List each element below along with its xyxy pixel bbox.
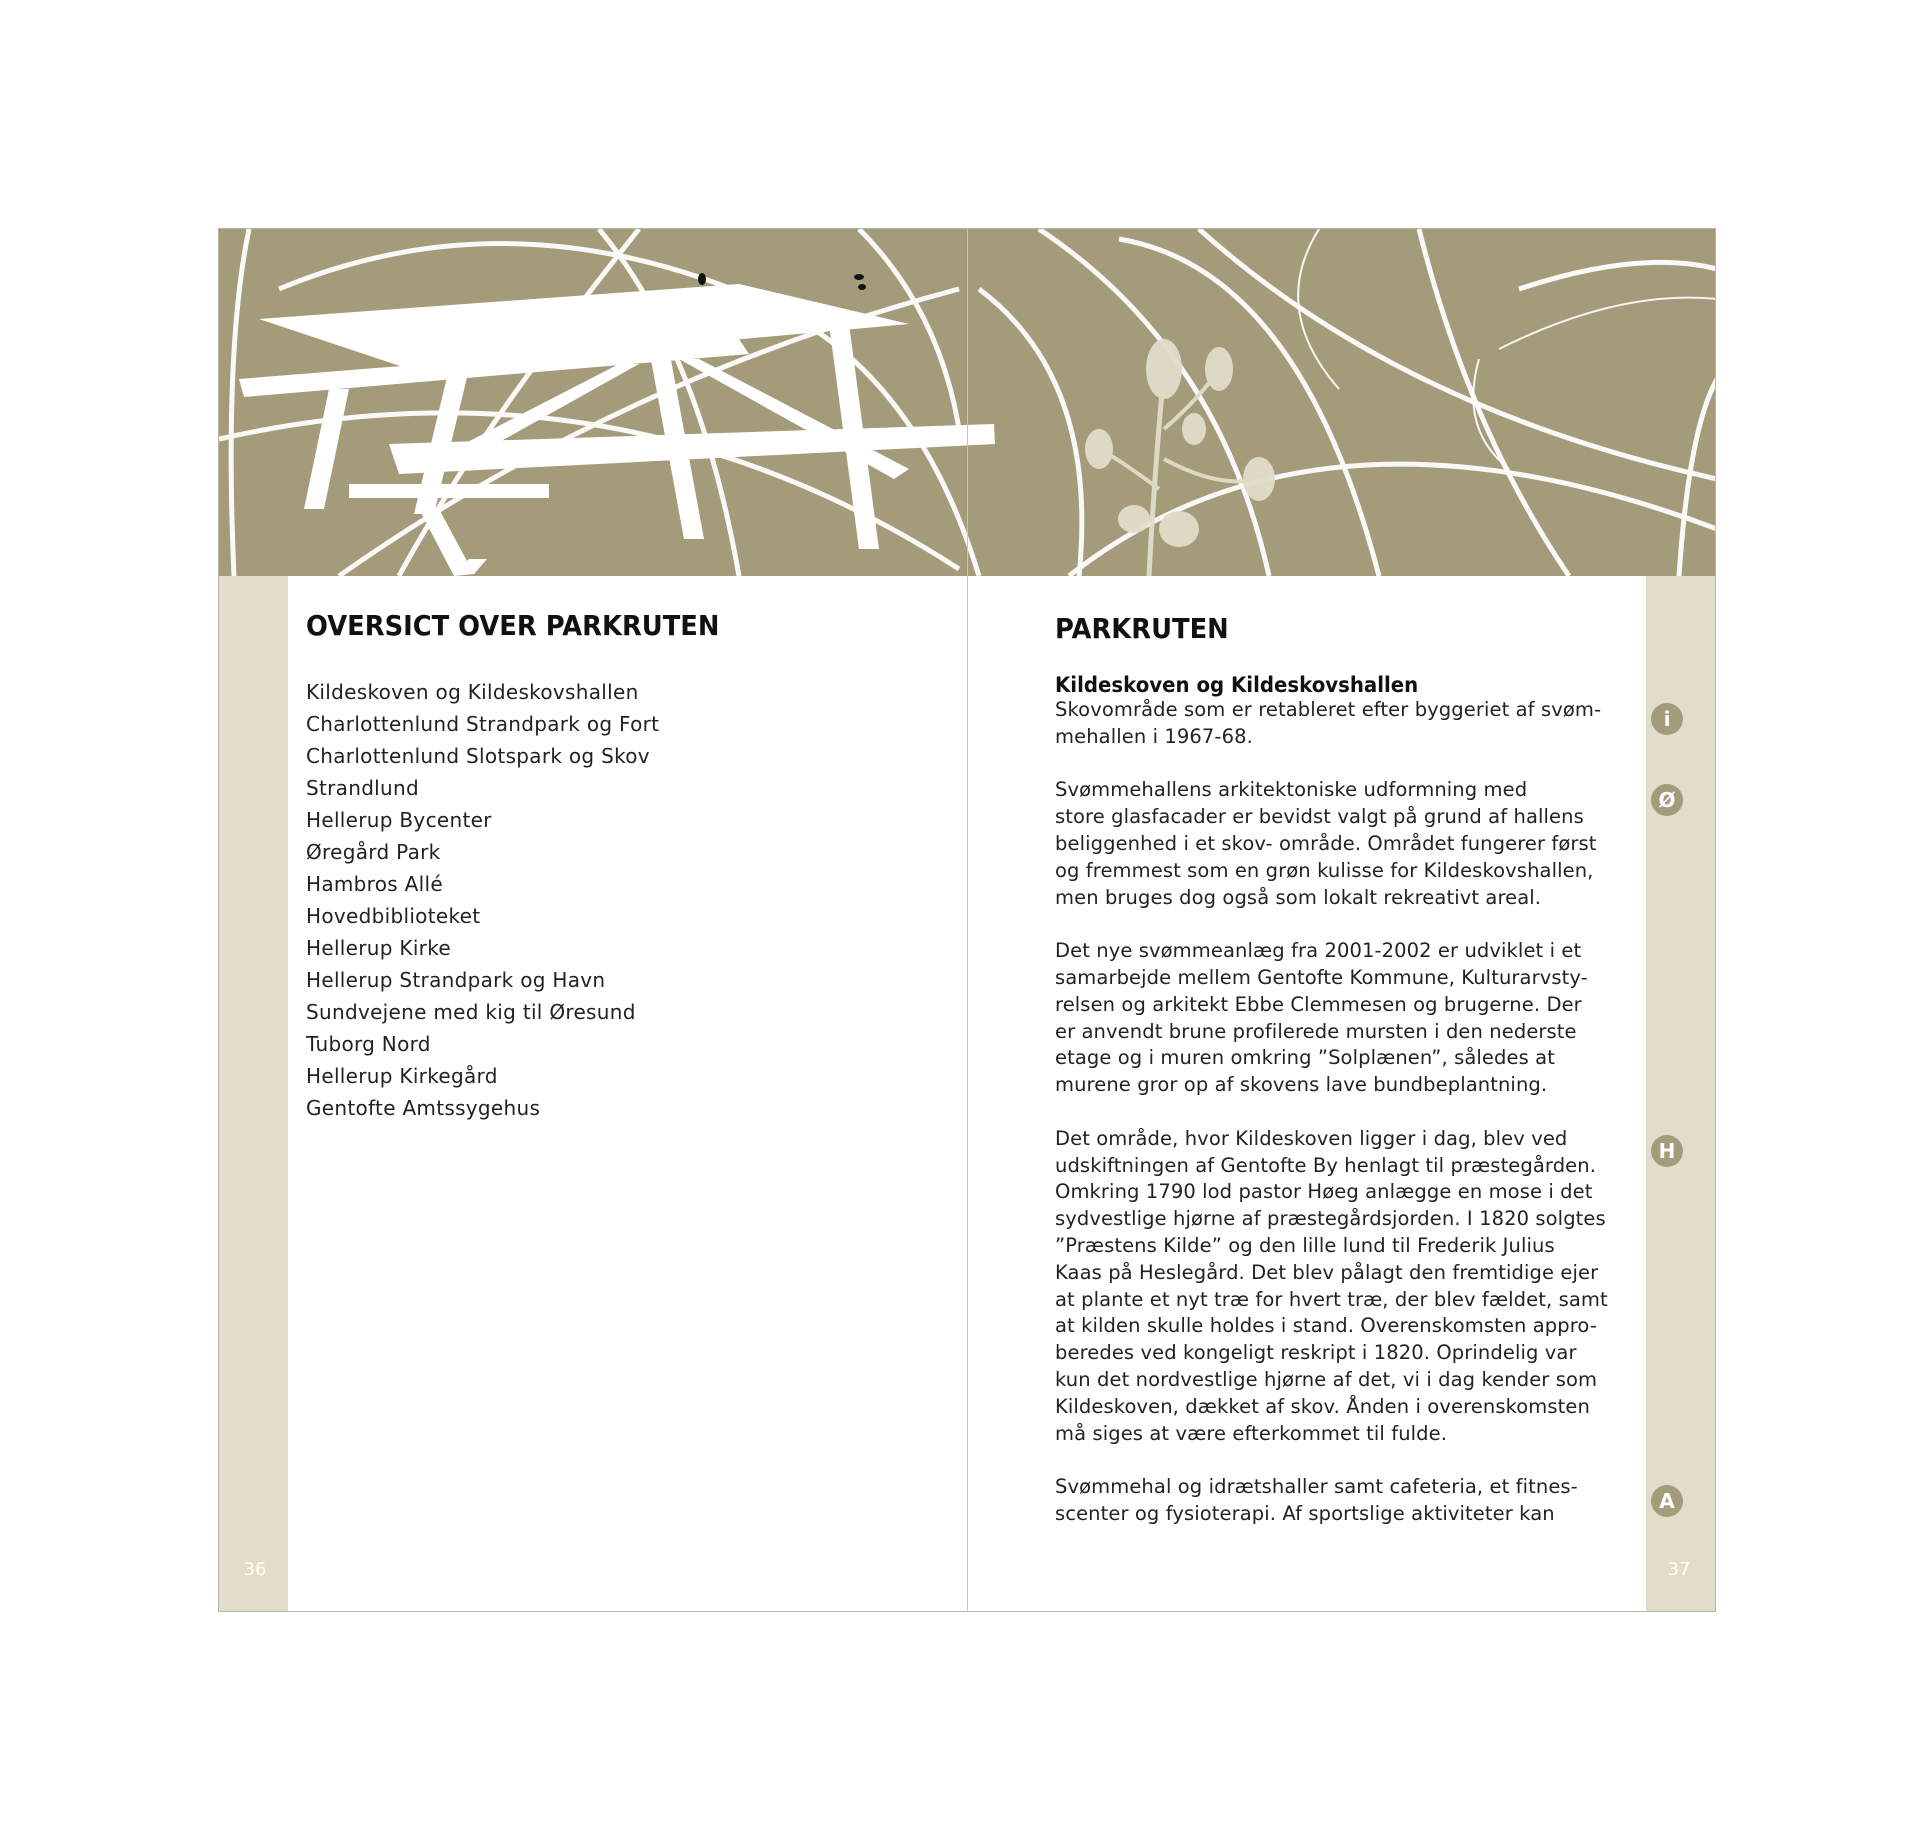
oe-marker-icon: Ø: [1651, 784, 1683, 816]
right-page-content: [1055, 612, 1620, 1528]
list-item: Hellerup Strandpark og Havn: [306, 968, 606, 992]
info-marker-icon: i: [1651, 703, 1683, 735]
left-margin-strip: [219, 576, 288, 1612]
page-title: OVERSICT OVER PARKRUTEN: [306, 609, 720, 642]
list-item: Hellerup Kirke: [306, 936, 451, 960]
page-number-left: 36: [243, 1559, 267, 1580]
list-item: Charlottenlund Strandpark og Fort: [306, 712, 660, 736]
list-item: Hellerup Bycenter: [306, 808, 492, 832]
route-list: [306, 676, 926, 1124]
book-spread: [218, 228, 1716, 1612]
paragraph: Det område, hvor Kildeskoven ligger i dag, blev ved udskiftningen af Gentofte By henlagt til præstegården. Omkring 1790 lod pastor Høeg anlægge en mose i det sydvestlige hjørne af præstegårdsjorden. I 1820 solgtes ”Præstens Kilde” og den lille lund til Frederik Julius Kaas på Heslegård. Det blev pålagt den fremtidige ejer at plante et nyt træ for hvert træ, der blev fældet, samt at kilden skulle holdes i stand. Overenskomsten appro- beredes ved kongeligt reskript i 1820. Oprindelig var kun det nordvestlige hjørne af det, vi i dag kender som Kildeskoven, dækket af skov. Ånden i overenskomsten må siges at være efterkommet til fulde.: [1055, 1126, 1608, 1445]
book-gutter: [967, 229, 968, 1612]
a-marker-icon: A: [1651, 1485, 1683, 1517]
list-item: Charlottenlund Slotspark og Skov: [306, 744, 650, 768]
list-item: Hambros Allé: [306, 872, 443, 896]
list-item: Hovedbiblioteket: [306, 904, 481, 928]
list-item: Øregård Park: [306, 840, 441, 864]
list-item: Tuborg Nord: [306, 1032, 431, 1056]
paragraph: Det nye svømmeanlæg fra 2001-2002 er udviklet i et samarbejde mellem Gentofte Kommune, Kulturarvsty- relsen og arkitekt Ebbe Clemmesen og brugerne. Der er anvendt brune profilerede mursten i den nederste etage og i muren omkring ”Solplænen”, således at murene gror op af skovens lave bundbeplantning.: [1055, 939, 1588, 1097]
left-page-content: [306, 609, 926, 1124]
section-subtitle: Kildeskoven og Kildeskovshallen: [1055, 673, 1419, 697]
paragraph: Svømmehal og idrætshaller samt cafeteria, et fitnes- scenter og fysioterapi. Af sportslige aktiviteter kan: [1055, 1475, 1578, 1525]
list-item: Strandlund: [306, 776, 419, 800]
list-item: Gentofte Amtssygehus: [306, 1096, 541, 1120]
list-item: Hellerup Kirkegård: [306, 1064, 498, 1088]
h-marker-icon: H: [1651, 1135, 1683, 1167]
paragraph: Skovområde som er retableret efter byggeriet af svøm- mehallen i 1967-68.: [1055, 698, 1602, 748]
list-item: Kildeskoven og Kildeskovshallen: [306, 680, 639, 704]
body-text: [1055, 697, 1620, 1528]
page-number-right: 37: [1667, 1559, 1691, 1580]
list-item: Sundvejene med kig til Øresund: [306, 1000, 636, 1024]
paragraph: Svømmehallens arkitektoniske udformning med store glasfacader er bevidst valgt på grund af hallens beliggenhed i et skov- område. Området fungerer først og fremmest som en grøn kulisse for Kildeskovshallen, men bruges dog også som lokalt rekreativt areal.: [1055, 778, 1597, 909]
page-title-right: PARKRUTEN: [1055, 612, 1229, 645]
